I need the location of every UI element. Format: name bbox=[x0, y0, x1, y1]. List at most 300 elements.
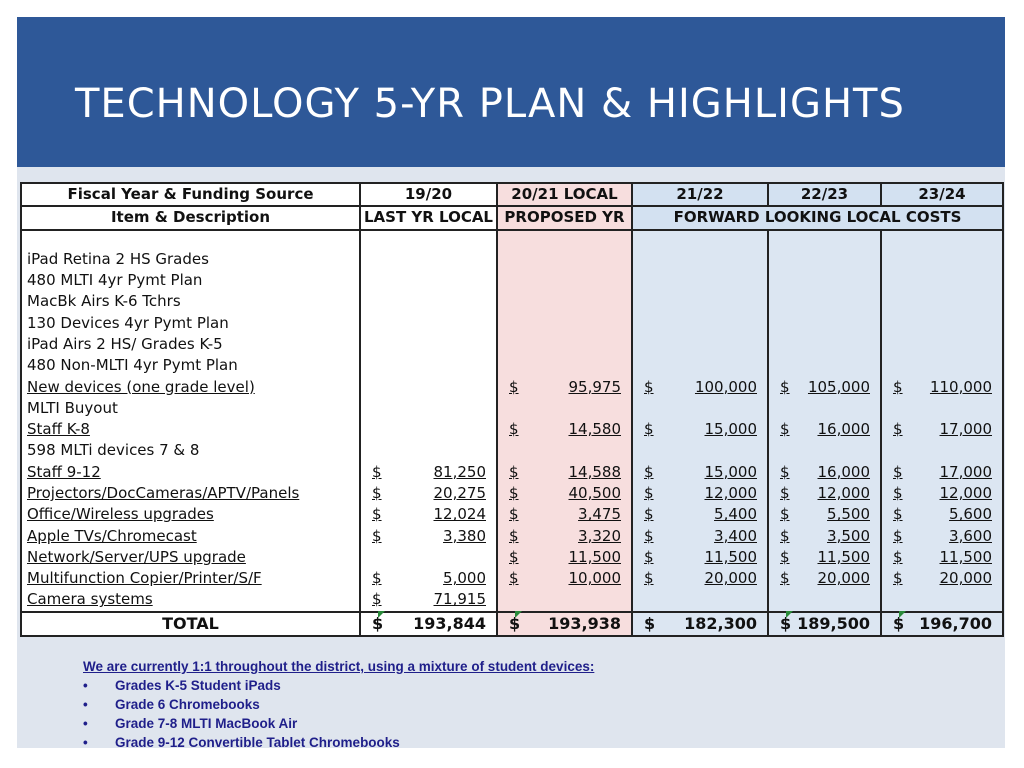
currency-symbol: $ bbox=[893, 484, 903, 502]
value-19-20 bbox=[360, 504, 497, 525]
header-item-description: Item & Description bbox=[21, 206, 360, 229]
currency-symbol: $ bbox=[644, 377, 654, 396]
value-22-23 bbox=[768, 291, 881, 312]
header-year-22-23: 22/23 bbox=[768, 183, 881, 206]
amount bbox=[361, 526, 496, 547]
currency-symbol: $ bbox=[509, 420, 519, 439]
item-description bbox=[21, 568, 360, 589]
amount-value: 193,844 bbox=[413, 614, 486, 634]
device-list-text: Grade 7-8 MLTI MacBook Air bbox=[115, 716, 298, 731]
amount-value: 3,475 bbox=[578, 505, 621, 524]
value-20-21 bbox=[497, 504, 632, 525]
table-row bbox=[21, 376, 1003, 397]
amount-value: 16,000 bbox=[817, 462, 870, 481]
amount-value: 11,500 bbox=[939, 547, 992, 566]
value-19-20 bbox=[360, 568, 497, 589]
currency-symbol: $ bbox=[509, 526, 519, 545]
amount bbox=[498, 547, 631, 568]
value-20-21 bbox=[497, 355, 632, 376]
value-20-21 bbox=[497, 589, 632, 611]
amount bbox=[633, 547, 767, 568]
amount bbox=[769, 568, 880, 589]
currency-symbol: $ bbox=[509, 547, 519, 566]
amount-value: 189,500 bbox=[797, 614, 870, 634]
value-20-21 bbox=[497, 249, 632, 270]
value-23-24 bbox=[881, 483, 1003, 504]
amount-value: 17,000 bbox=[939, 462, 992, 481]
table-row bbox=[21, 312, 1003, 333]
currency-symbol: $ bbox=[893, 547, 903, 566]
value-22-23 bbox=[768, 568, 881, 589]
device-notes bbox=[83, 657, 783, 752]
table-row bbox=[21, 419, 1003, 440]
currency-symbol: $ bbox=[644, 462, 654, 481]
budget-table bbox=[20, 182, 1004, 637]
value-21-22 bbox=[632, 462, 768, 483]
amount-value: 193,938 bbox=[548, 614, 621, 634]
amount-value: 3,500 bbox=[827, 526, 870, 545]
table-row bbox=[21, 440, 1003, 461]
item-description bbox=[21, 398, 360, 419]
amount-value: 16,000 bbox=[817, 420, 870, 439]
amount-value: 15,000 bbox=[704, 462, 757, 481]
amount-value: 196,700 bbox=[919, 614, 992, 634]
value-22-23 bbox=[768, 547, 881, 568]
amount-value: 14,588 bbox=[568, 462, 621, 481]
table-row bbox=[21, 589, 1003, 611]
currency-symbol: $ bbox=[893, 614, 905, 634]
item-label: Staff K-8 bbox=[27, 420, 90, 439]
value-23-24 bbox=[881, 355, 1003, 376]
header-year-21-22: 21/22 bbox=[632, 183, 768, 206]
spacer-row bbox=[21, 230, 1003, 249]
item-label: MacBk Airs K-6 Tchrs bbox=[27, 292, 181, 311]
value-19-20 bbox=[360, 398, 497, 419]
value-20-21 bbox=[497, 270, 632, 291]
currency-symbol: $ bbox=[509, 505, 519, 524]
amount bbox=[882, 568, 1002, 589]
device-list-text: Grades K-5 Student iPads bbox=[115, 678, 281, 693]
device-list-text: Grade 9-12 Convertible Tablet Chromebooks bbox=[115, 735, 400, 750]
amount bbox=[498, 526, 631, 547]
value-23-24 bbox=[881, 376, 1003, 397]
amount bbox=[882, 377, 1002, 398]
header-fiscal-year-label: Fiscal Year & Funding Source bbox=[21, 183, 360, 206]
amount bbox=[882, 483, 1002, 504]
bullet-icon: • bbox=[83, 697, 88, 712]
value-20-21 bbox=[497, 483, 632, 504]
item-description bbox=[21, 483, 360, 504]
value-21-22 bbox=[632, 440, 768, 461]
value-21-22 bbox=[632, 547, 768, 568]
item-label: Multifunction Copier/Printer/S/F bbox=[27, 569, 262, 588]
cell-marker-icon bbox=[786, 611, 793, 618]
amount bbox=[361, 462, 496, 483]
value-21-22 bbox=[632, 525, 768, 546]
item-description bbox=[21, 504, 360, 525]
value-21-22 bbox=[632, 568, 768, 589]
value-21-22 bbox=[632, 419, 768, 440]
currency-symbol: $ bbox=[509, 377, 519, 396]
currency-symbol: $ bbox=[372, 462, 382, 481]
value-23-24 bbox=[881, 398, 1003, 419]
value-21-22 bbox=[632, 270, 768, 291]
table-row bbox=[21, 355, 1003, 376]
amount bbox=[633, 377, 767, 398]
currency-symbol: $ bbox=[372, 569, 382, 588]
amount bbox=[882, 419, 1002, 440]
value-22-23 bbox=[768, 462, 881, 483]
currency-symbol: $ bbox=[644, 526, 654, 545]
amount-value: 12,024 bbox=[433, 505, 486, 524]
value-23-24 bbox=[881, 334, 1003, 355]
amount-value: 11,500 bbox=[568, 547, 621, 566]
amount-value: 100,000 bbox=[694, 377, 757, 396]
value-23-24 bbox=[881, 312, 1003, 333]
value-22-23 bbox=[768, 312, 881, 333]
amount bbox=[498, 568, 631, 589]
amount-value: 71,915 bbox=[433, 590, 486, 609]
device-list-item bbox=[83, 695, 783, 714]
amount bbox=[361, 483, 496, 504]
value-23-24 bbox=[881, 525, 1003, 546]
amount bbox=[633, 568, 767, 589]
total-row bbox=[21, 612, 1003, 636]
value-20-21 bbox=[497, 376, 632, 397]
currency-symbol: $ bbox=[780, 547, 790, 566]
amount-value: 182,300 bbox=[684, 614, 757, 634]
amount bbox=[882, 504, 1002, 525]
amount bbox=[633, 613, 767, 634]
currency-symbol: $ bbox=[893, 377, 903, 396]
item-label: Staff 9-12 bbox=[27, 462, 101, 481]
notes-heading: We are currently 1:1 throughout the district, using a mixture of student devices: bbox=[83, 659, 595, 674]
item-description bbox=[21, 355, 360, 376]
amount-value: 105,000 bbox=[807, 377, 870, 396]
amount bbox=[498, 377, 631, 398]
amount bbox=[882, 526, 1002, 547]
item-label: Network/Server/UPS upgrade bbox=[27, 547, 246, 566]
table-row bbox=[21, 462, 1003, 483]
value-21-22 bbox=[632, 355, 768, 376]
item-label: 130 Devices 4yr Pymt Plan bbox=[27, 313, 229, 332]
item-label: Camera systems bbox=[27, 590, 153, 609]
amount bbox=[769, 377, 880, 398]
value-19-20 bbox=[360, 589, 497, 611]
item-description bbox=[21, 589, 360, 611]
item-description bbox=[21, 312, 360, 333]
currency-symbol: $ bbox=[644, 614, 656, 634]
amount bbox=[769, 419, 880, 440]
value-19-20 bbox=[360, 355, 497, 376]
value-19-20 bbox=[360, 291, 497, 312]
amount-value: 81,250 bbox=[433, 462, 486, 481]
currency-symbol: $ bbox=[644, 569, 654, 588]
currency-symbol: $ bbox=[893, 526, 903, 545]
value-20-21 bbox=[497, 291, 632, 312]
amount-value: 10,000 bbox=[568, 569, 621, 588]
amount bbox=[633, 504, 767, 525]
value-22-23 bbox=[768, 398, 881, 419]
amount bbox=[882, 462, 1002, 483]
amount-value: 5,400 bbox=[714, 505, 757, 524]
currency-symbol: $ bbox=[372, 614, 384, 634]
value-19-20 bbox=[360, 547, 497, 568]
amount-value: 110,000 bbox=[929, 377, 992, 396]
value-20-21 bbox=[497, 568, 632, 589]
amount-value: 5,500 bbox=[827, 505, 870, 524]
value-22-23 bbox=[768, 334, 881, 355]
item-description bbox=[21, 462, 360, 483]
value-22-23 bbox=[768, 525, 881, 546]
amount-value: 5,600 bbox=[949, 505, 992, 524]
item-description bbox=[21, 291, 360, 312]
currency-symbol: $ bbox=[644, 420, 654, 439]
value-21-22 bbox=[632, 249, 768, 270]
value-23-24 bbox=[881, 291, 1003, 312]
value-23-24 bbox=[881, 419, 1003, 440]
table-row bbox=[21, 249, 1003, 270]
value-20-21 bbox=[497, 398, 632, 419]
item-label: 598 MLTi devices 7 & 8 bbox=[27, 441, 200, 460]
value-22-23 bbox=[768, 270, 881, 291]
budget-table-body bbox=[21, 230, 1003, 636]
amount-value: 3,380 bbox=[443, 526, 486, 545]
table-row bbox=[21, 334, 1003, 355]
value-19-20 bbox=[360, 312, 497, 333]
amount-value: 15,000 bbox=[704, 420, 757, 439]
value-20-21 bbox=[497, 462, 632, 483]
currency-symbol: $ bbox=[780, 377, 790, 396]
value-23-24 bbox=[881, 462, 1003, 483]
value-20-21 bbox=[497, 547, 632, 568]
item-label: Projectors/DocCameras/APTV/Panels bbox=[27, 484, 300, 502]
amount-value: 12,000 bbox=[817, 484, 870, 502]
amount-value: 12,000 bbox=[939, 484, 992, 502]
currency-symbol: $ bbox=[893, 420, 903, 439]
value-23-24 bbox=[881, 568, 1003, 589]
device-list-item bbox=[83, 733, 783, 752]
currency-symbol: $ bbox=[644, 547, 654, 566]
value-21-22 bbox=[632, 376, 768, 397]
amount-value: 14,580 bbox=[568, 420, 621, 439]
device-list bbox=[83, 676, 783, 752]
title-bar bbox=[17, 17, 1005, 167]
value-22-23 bbox=[768, 419, 881, 440]
total-value-22-23 bbox=[768, 612, 881, 636]
value-23-24 bbox=[881, 547, 1003, 568]
item-description bbox=[21, 376, 360, 397]
bullet-icon: • bbox=[83, 678, 88, 693]
amount bbox=[769, 504, 880, 525]
amount bbox=[498, 483, 631, 504]
item-label: New devices (one grade level) bbox=[27, 377, 255, 396]
currency-symbol: $ bbox=[780, 505, 790, 524]
value-23-24 bbox=[881, 589, 1003, 611]
value-20-21 bbox=[497, 334, 632, 355]
currency-symbol: $ bbox=[893, 505, 903, 524]
value-21-22 bbox=[632, 504, 768, 525]
currency-symbol: $ bbox=[780, 569, 790, 588]
header-year-23-24: 23/24 bbox=[881, 183, 1003, 206]
slide bbox=[17, 17, 1005, 748]
amount bbox=[633, 462, 767, 483]
amount-value: 20,000 bbox=[704, 569, 757, 588]
amount-value: 95,975 bbox=[568, 377, 621, 396]
value-21-22 bbox=[632, 398, 768, 419]
currency-symbol: $ bbox=[372, 590, 382, 609]
bullet-icon: • bbox=[83, 716, 88, 731]
item-label: Office/Wireless upgrades bbox=[27, 505, 214, 524]
table-row bbox=[21, 568, 1003, 589]
amount bbox=[769, 483, 880, 504]
table-row bbox=[21, 483, 1003, 504]
amount bbox=[498, 504, 631, 525]
value-21-22 bbox=[632, 312, 768, 333]
amount-value: 17,000 bbox=[939, 420, 992, 439]
device-list-item bbox=[83, 676, 783, 695]
currency-symbol: $ bbox=[372, 505, 382, 524]
currency-symbol: $ bbox=[780, 484, 790, 502]
currency-symbol: $ bbox=[893, 569, 903, 588]
item-label: iPad Airs 2 HS/ Grades K-5 bbox=[27, 334, 223, 353]
value-19-20 bbox=[360, 440, 497, 461]
item-label: 480 Non-MLTI 4yr Pymt Plan bbox=[27, 356, 238, 375]
table-row bbox=[21, 525, 1003, 546]
value-23-24 bbox=[881, 440, 1003, 461]
value-21-22 bbox=[632, 334, 768, 355]
amount-value: 5,000 bbox=[443, 569, 486, 588]
value-19-20 bbox=[360, 525, 497, 546]
currency-symbol: $ bbox=[780, 462, 790, 481]
header-last-yr-local: LAST YR LOCAL bbox=[360, 206, 497, 229]
value-21-22 bbox=[632, 291, 768, 312]
amount-value: 3,400 bbox=[714, 526, 757, 545]
currency-symbol: $ bbox=[509, 462, 519, 481]
amount-value: 11,500 bbox=[704, 547, 757, 566]
amount-value: 20,000 bbox=[817, 569, 870, 588]
value-19-20 bbox=[360, 270, 497, 291]
amount bbox=[769, 547, 880, 568]
item-label: Apple TVs/Chromecast bbox=[27, 526, 197, 545]
value-22-23 bbox=[768, 376, 881, 397]
amount bbox=[361, 568, 496, 589]
amount-value: 3,600 bbox=[949, 526, 992, 545]
value-19-20 bbox=[360, 334, 497, 355]
amount-value: 12,000 bbox=[704, 484, 757, 502]
currency-symbol: $ bbox=[509, 484, 519, 502]
header-year-20-21: 20/21 LOCAL bbox=[497, 183, 632, 206]
header-forward-looking: FORWARD LOOKING LOCAL COSTS bbox=[632, 206, 1003, 229]
header-proposed-yr: PROPOSED YR bbox=[497, 206, 632, 229]
total-label: TOTAL bbox=[21, 612, 360, 636]
value-19-20 bbox=[360, 249, 497, 270]
amount bbox=[633, 419, 767, 440]
item-label: iPad Retina 2 HS Grades bbox=[27, 249, 209, 268]
currency-symbol: $ bbox=[509, 614, 521, 634]
amount-value: 3,320 bbox=[578, 526, 621, 545]
value-22-23 bbox=[768, 589, 881, 611]
value-23-24 bbox=[881, 249, 1003, 270]
item-label: MLTI Buyout bbox=[27, 398, 118, 417]
bullet-icon: • bbox=[83, 735, 88, 750]
value-23-24 bbox=[881, 504, 1003, 525]
value-21-22 bbox=[632, 589, 768, 611]
table-row bbox=[21, 504, 1003, 525]
amount bbox=[498, 462, 631, 483]
cell-marker-icon bbox=[378, 611, 385, 618]
header-year-19-20: 19/20 bbox=[360, 183, 497, 206]
cell-marker-icon bbox=[899, 611, 906, 618]
item-description bbox=[21, 547, 360, 568]
currency-symbol: $ bbox=[372, 484, 382, 502]
amount bbox=[498, 419, 631, 440]
value-20-21 bbox=[497, 312, 632, 333]
item-description bbox=[21, 249, 360, 270]
table-row bbox=[21, 270, 1003, 291]
amount-value: 40,500 bbox=[568, 484, 621, 502]
value-21-22 bbox=[632, 483, 768, 504]
value-22-23 bbox=[768, 504, 881, 525]
item-description bbox=[21, 525, 360, 546]
value-23-24 bbox=[881, 270, 1003, 291]
value-20-21 bbox=[497, 525, 632, 546]
currency-symbol: $ bbox=[780, 614, 792, 634]
currency-symbol: $ bbox=[509, 569, 519, 588]
value-20-21 bbox=[497, 440, 632, 461]
value-22-23 bbox=[768, 355, 881, 376]
amount bbox=[633, 526, 767, 547]
amount bbox=[361, 589, 496, 610]
value-19-20 bbox=[360, 462, 497, 483]
amount-value: 20,000 bbox=[939, 569, 992, 588]
value-19-20 bbox=[360, 483, 497, 504]
device-list-item bbox=[83, 714, 783, 733]
currency-symbol: $ bbox=[372, 526, 382, 545]
amount bbox=[633, 483, 767, 504]
currency-symbol: $ bbox=[780, 420, 790, 439]
value-22-23 bbox=[768, 249, 881, 270]
currency-symbol: $ bbox=[893, 462, 903, 481]
currency-symbol: $ bbox=[644, 505, 654, 524]
item-description bbox=[21, 270, 360, 291]
slide-title: TECHNOLOGY 5-YR PLAN & HIGHLIGHTS bbox=[75, 81, 905, 127]
amount bbox=[769, 462, 880, 483]
table-row bbox=[21, 398, 1003, 419]
table-row bbox=[21, 291, 1003, 312]
amount bbox=[361, 504, 496, 525]
item-description bbox=[21, 419, 360, 440]
amount bbox=[769, 526, 880, 547]
header-row-description bbox=[21, 206, 1003, 229]
currency-symbol: $ bbox=[644, 484, 654, 502]
budget-table-container bbox=[20, 182, 1002, 636]
value-19-20 bbox=[360, 376, 497, 397]
currency-symbol: $ bbox=[780, 526, 790, 545]
item-label: 480 MLTI 4yr Pymt Plan bbox=[27, 271, 203, 290]
header-row-fiscal-year bbox=[21, 183, 1003, 206]
value-22-23 bbox=[768, 483, 881, 504]
cell-marker-icon bbox=[515, 611, 522, 618]
total-value-21-22 bbox=[632, 612, 768, 636]
table-row bbox=[21, 547, 1003, 568]
amount-value: 20,275 bbox=[433, 484, 486, 502]
item-description bbox=[21, 334, 360, 355]
amount bbox=[882, 547, 1002, 568]
value-22-23 bbox=[768, 440, 881, 461]
device-list-text: Grade 6 Chromebooks bbox=[115, 697, 260, 712]
item-description bbox=[21, 440, 360, 461]
